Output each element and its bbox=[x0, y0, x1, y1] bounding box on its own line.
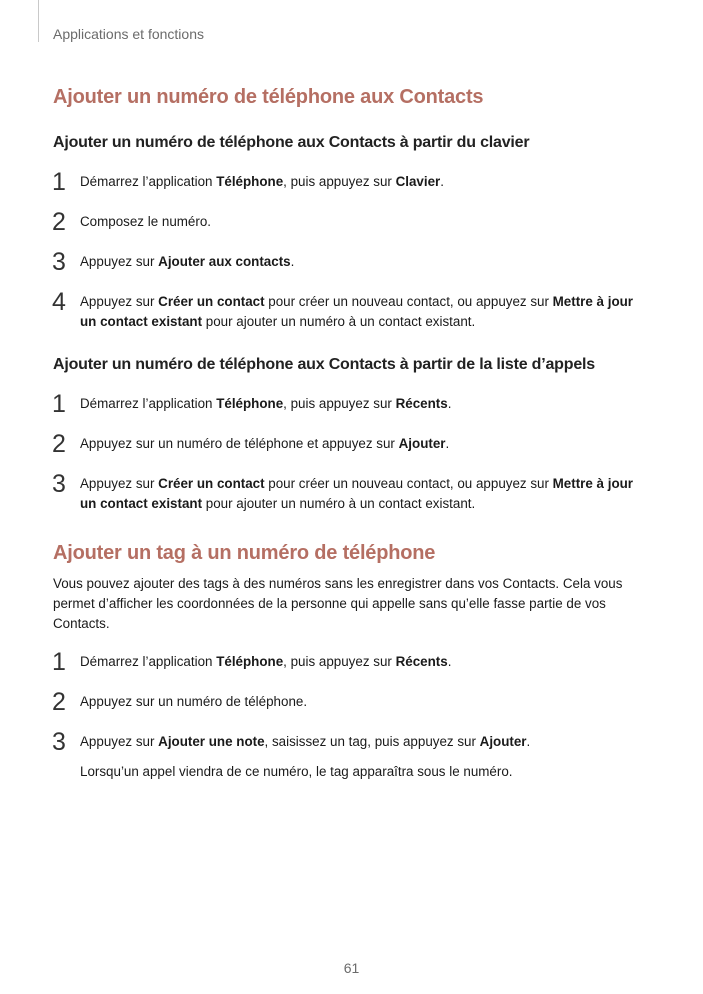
step-text: Appuyez sur bbox=[80, 254, 159, 269]
step-item bbox=[52, 288, 653, 332]
step-text: pour ajouter un numéro à un contact existant. bbox=[202, 314, 476, 329]
step-bold-term: Récents bbox=[395, 654, 448, 669]
step-text: Appuyez sur bbox=[80, 294, 159, 309]
intro-paragraph: Vous pouvez ajouter des tags à des numéros sans les enregistrer dans vos Contacts. Cela vous permet d’afficher les coordonnées de la personne qui appelle sans qu’elle fasse partie de vos Contacts. bbox=[53, 576, 623, 631]
step-text: . bbox=[445, 436, 450, 451]
step-number: 2 bbox=[52, 688, 66, 716]
step-text: Démarrez l’application bbox=[80, 654, 217, 669]
step-number: 1 bbox=[52, 168, 66, 196]
step-bold-term: Ajouter aux contacts bbox=[158, 254, 291, 269]
step-bold-term: Téléphone bbox=[216, 654, 284, 669]
step-number: 4 bbox=[52, 288, 66, 316]
steps-call-log bbox=[52, 390, 653, 514]
step-text: . bbox=[290, 254, 295, 269]
step-item bbox=[52, 208, 653, 236]
step-text: . bbox=[440, 174, 444, 189]
step-bold-term: Ajouter bbox=[479, 734, 527, 749]
step-text: , puis appuyez sur bbox=[283, 396, 396, 411]
step-text: Démarrez l’application bbox=[80, 396, 217, 411]
step-text: , puis appuyez sur bbox=[283, 174, 396, 189]
step-text: . bbox=[447, 396, 452, 411]
step-text: . bbox=[526, 734, 531, 749]
step-item bbox=[52, 248, 653, 276]
step-bold-term: Ajouter une note bbox=[158, 734, 265, 749]
step-text: Démarrez l’application bbox=[80, 174, 217, 189]
step-bold-term: Clavier bbox=[395, 174, 441, 189]
step-item bbox=[52, 168, 653, 196]
section-title-add-tag: Ajouter un tag à un numéro de téléphone bbox=[53, 542, 436, 564]
steps-add-tag bbox=[52, 648, 653, 782]
page-number: 61 bbox=[343, 960, 360, 976]
step-text: . bbox=[447, 654, 452, 669]
step-item bbox=[52, 648, 653, 676]
step-item bbox=[52, 470, 653, 514]
running-header: Applications et fonctions bbox=[53, 26, 204, 42]
subsection-title-call-log: Ajouter un numéro de téléphone aux Contacts à partir de la liste d’appels bbox=[53, 356, 595, 373]
step-bold-term: Téléphone bbox=[216, 174, 284, 189]
step-bold-term: Ajouter bbox=[398, 436, 446, 451]
steps-keypad bbox=[52, 168, 653, 332]
step-item bbox=[52, 430, 653, 458]
step-text: Appuyez sur bbox=[80, 476, 159, 491]
step-item bbox=[52, 390, 653, 418]
page-content bbox=[53, 84, 653, 782]
section-title-add-number: Ajouter un numéro de téléphone aux Contacts bbox=[53, 86, 484, 108]
step-text: pour ajouter un numéro à un contact existant. bbox=[202, 496, 476, 511]
step-number: 2 bbox=[52, 208, 66, 236]
step-text: Appuyez sur bbox=[80, 734, 159, 749]
step-number: 2 bbox=[52, 430, 66, 458]
step-bold-term: Mettre à jour un contact existant bbox=[80, 476, 634, 511]
step-item bbox=[52, 688, 653, 716]
subsection-title-keypad: Ajouter un numéro de téléphone aux Contacts à partir du clavier bbox=[53, 134, 530, 151]
step-note: Lorsqu’un appel viendra de ce numéro, le tag apparaîtra sous le numéro. bbox=[80, 764, 513, 779]
step-text: , saisissez un tag, puis appuyez sur bbox=[264, 734, 480, 749]
step-bold-term: Récents bbox=[395, 396, 448, 411]
step-text: pour créer un nouveau contact, ou appuyez sur bbox=[264, 294, 553, 309]
step-number: 3 bbox=[52, 728, 66, 756]
step-number: 3 bbox=[52, 470, 66, 498]
step-text: Composez le numéro. bbox=[80, 214, 211, 229]
step-number: 1 bbox=[52, 648, 66, 676]
step-bold-term: Mettre à jour un contact existant bbox=[80, 294, 634, 329]
step-number: 3 bbox=[52, 248, 66, 276]
step-text: , puis appuyez sur bbox=[283, 654, 396, 669]
step-text: Appuyez sur un numéro de téléphone et appuyez sur bbox=[80, 436, 399, 451]
step-bold-term: Créer un contact bbox=[158, 294, 265, 309]
step-bold-term: Créer un contact bbox=[158, 476, 265, 491]
step-text: pour créer un nouveau contact, ou appuyez sur bbox=[264, 476, 553, 491]
step-bold-term: Téléphone bbox=[216, 396, 284, 411]
step-number: 1 bbox=[52, 390, 66, 418]
step-item bbox=[52, 728, 653, 782]
header-rule bbox=[38, 0, 39, 42]
step-text: Appuyez sur un numéro de téléphone. bbox=[80, 694, 308, 709]
